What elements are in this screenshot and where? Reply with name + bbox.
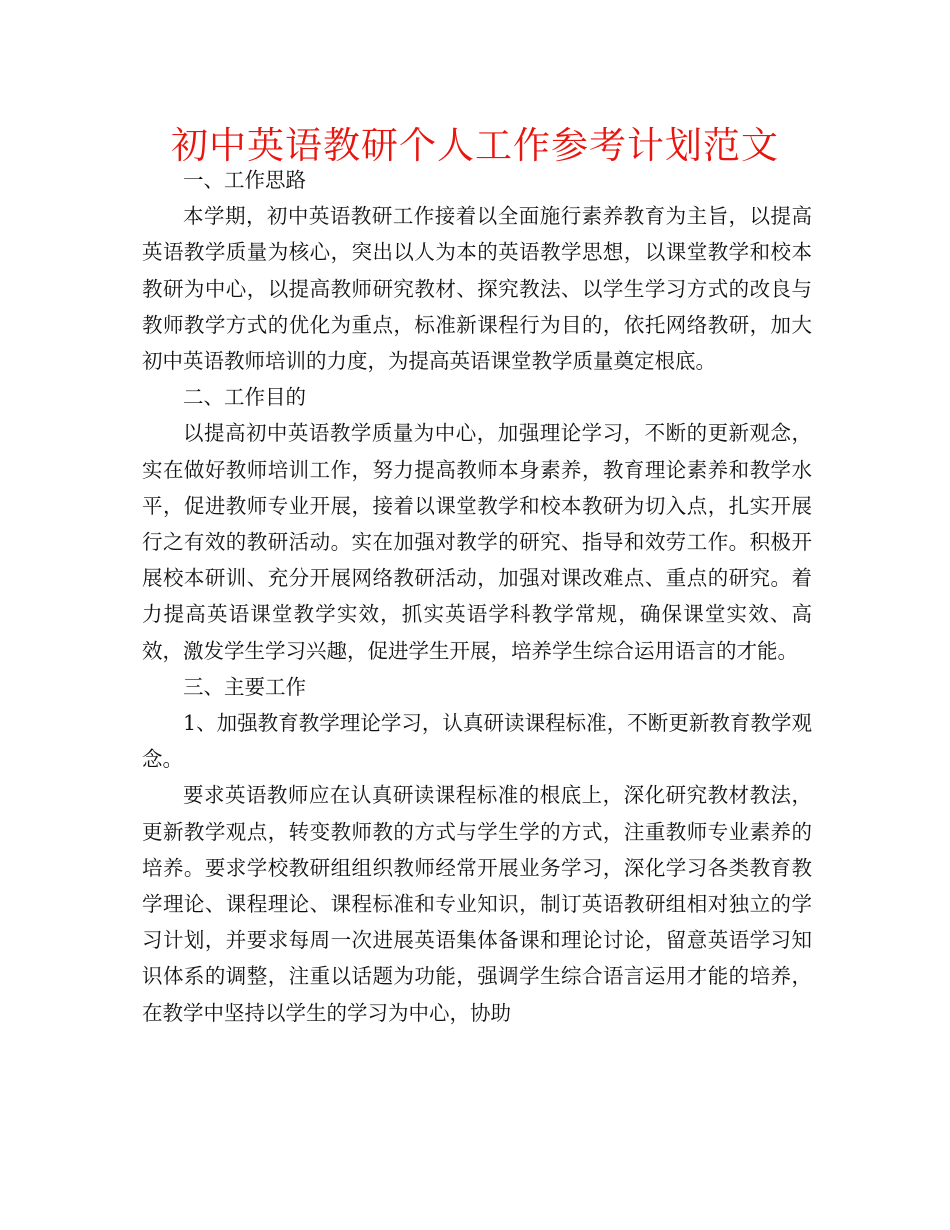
section-heading-2: 二、工作目的 bbox=[183, 385, 306, 410]
section-heading-1: 一、工作思路 bbox=[183, 168, 306, 192]
paragraph-2: 以提高初中英语教学质量为中心，加强理论学习，不断的更新观念，实在做好教师培训工作，努力提高教师本身素养，教育理论素养和教学水平，促进教师专业开展，接着以课堂教学和校本教研为切入点，扎实开展行之有效的教研活动。实在加强对教学的研究、指导和效劳工作。积极开展校本研训、充分开展网络教研活动，加强对课改难点、重点的研究。着力提高英语课堂教学实效，抓实英语学科教学常规，确保课堂实效、高效，激发学生学习兴趣，促进学生开展，培养学生综合运用语言的才能。 bbox=[142, 421, 812, 663]
paragraph-3: 1、加强教育教学理论学习，认真研读课程标准，不断更新教育教学观念。 bbox=[142, 711, 812, 772]
paragraph-1: 本学期，初中英语教研工作接着以全面施行素养教育为主旨，以提高英语教学质量为核心，突出以人为本的英语教学思想，以课堂教学和校本教研为中心，以提高教师研究教材、探究教法、以学生学习方式的改良与教师教学方式的优化为重点，标准新课程行为目的，依托网络教研，加大初中英语教师培训的力度，为提高英语课堂教学质量奠定根底。 bbox=[142, 204, 812, 374]
paragraph-4: 要求英语教师应在认真研读课程标准的根底上，深化研究教材教法，更新教学观点，转变教师教的方式与学生学的方式，注重教师专业素养的培养。要求学校教研组组织教师经常开展业务学习，深化学习各类教育教学理论、课程理论、课程标准和专业知识，制订英语教研组相对独立的学习计划，并要求每周一次进展英语集体备课和理论讨论，留意英语学习知识体系的调整，注重以话题为功能，强调学生综合语言运用才能的培养，在教学中坚持以学生的学习为中心，协助 bbox=[142, 783, 812, 1025]
document-title: 初中英语教研个人工作参考计划范文 bbox=[171, 124, 779, 167]
section-heading-3: 三、主要工作 bbox=[183, 674, 306, 699]
document-body bbox=[142, 162, 812, 1031]
